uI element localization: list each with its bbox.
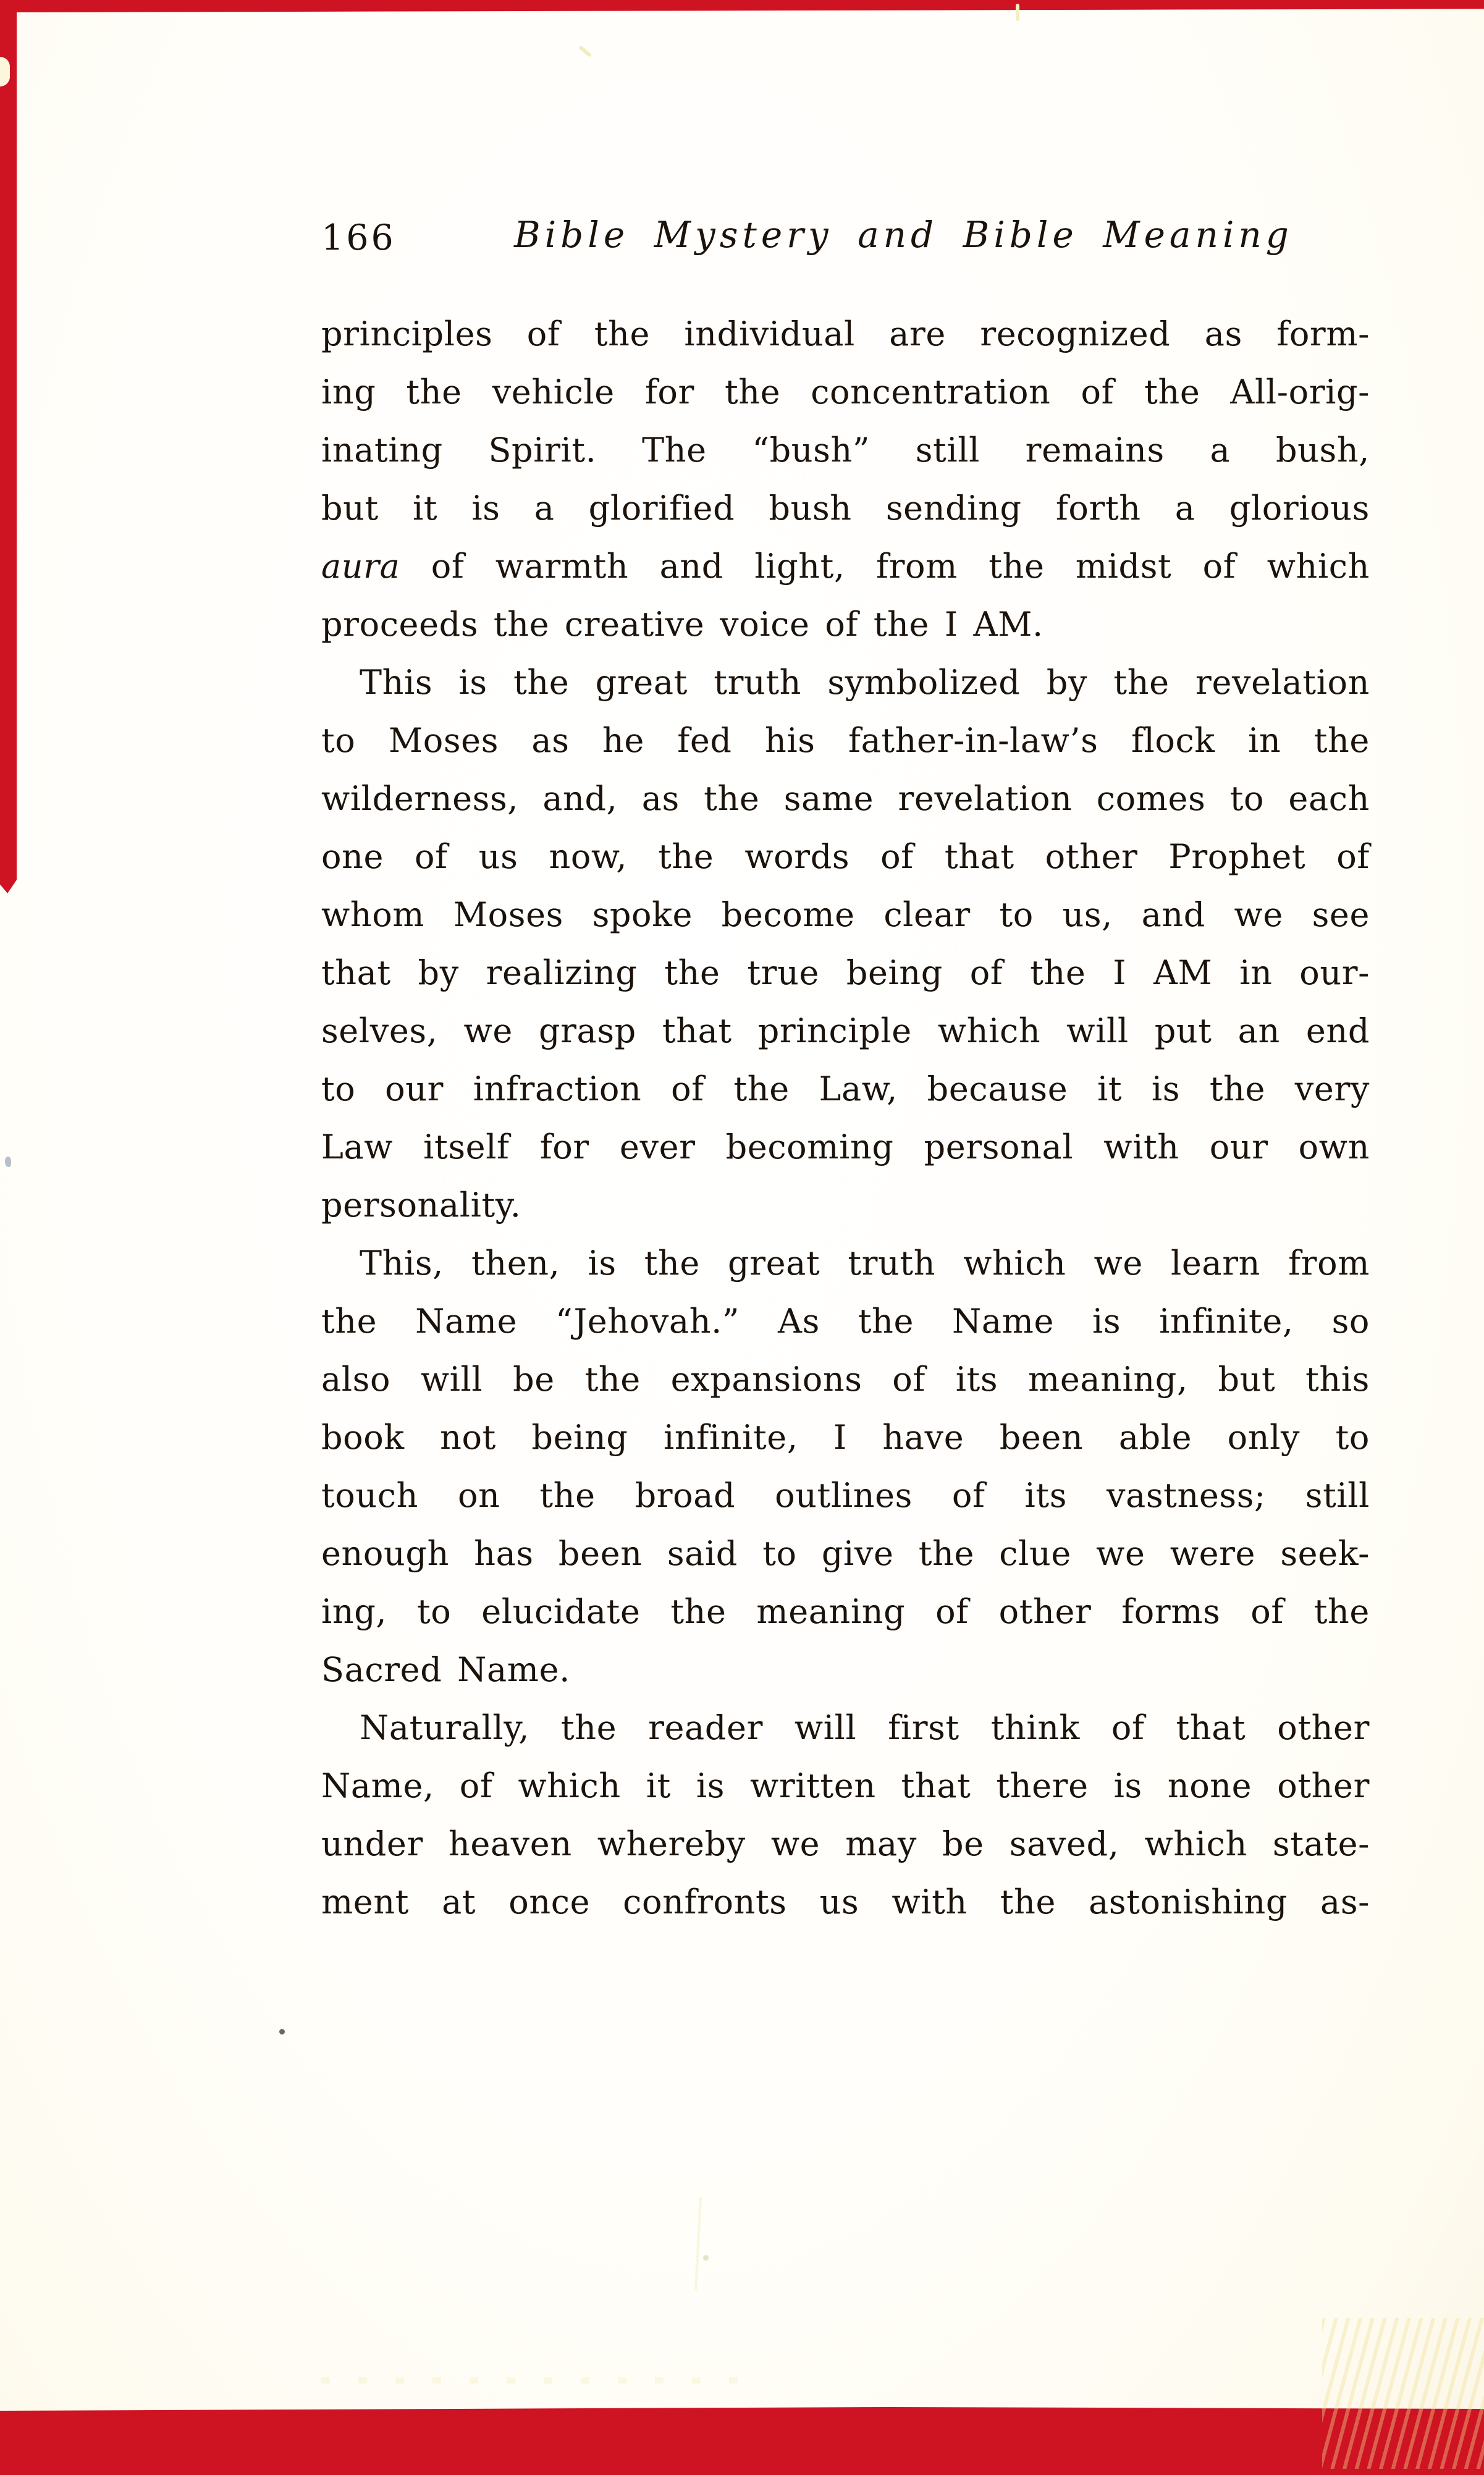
ink-speck [5,1157,11,1167]
text-line-rest: of warmth and light, from the midst of which [400,547,1370,586]
text-line: selves, we grasp that principle which will put an end [321,1011,1370,1050]
text-line: to Moses as he fed his father-in-law’s flock in the [321,721,1370,760]
text-line-paragraph-start: This, then, is the great truth which we learn from [360,1244,1370,1283]
paper-fold-mark [694,2197,702,2291]
text-line [321,538,1370,596]
text-line: whom Moses spoke become clear to us, and we see [321,895,1370,934]
paper-blemish [703,2255,709,2261]
text-line: inating Spirit. The “bush” still remains a bush, [321,431,1370,470]
text-line: Law itself for ever becoming personal with our own [321,1128,1370,1166]
text-line: ing, to elucidate the meaning of other forms of the [321,1592,1370,1631]
text-line: book not being infinite, I have been able only to [321,1418,1370,1457]
text-line: the Name “Jehovah.” As the Name is infinite, so [321,1302,1370,1341]
text-line: wilderness, and, as the same revelation comes to each [321,779,1370,818]
book-cover-edge-left [0,0,17,893]
text-line: under heaven whereby we may be saved, which state- [321,1824,1370,1863]
running-header-title: Bible Mystery and Bible Meaning [514,214,1293,256]
book-cover-edge-top [0,0,1484,12]
text-line: principles of the individual are recognized as form- [321,314,1370,353]
text-line: one of us now, the words of that other Prophet of [321,837,1370,876]
text-line: touch on the broad outlines of its vastness; still [321,1476,1370,1515]
text-line-paragraph-start: This is the great truth symbolized by the revelation [360,663,1370,702]
text-line: enough has been said to give the clue we were seek- [321,1534,1370,1573]
text-line: ing the vehicle for the concentration of the All-orig- [321,373,1370,411]
page-number: 166 [321,217,396,258]
text-line-paragraph-start: Naturally, the reader will first think of that other [360,1708,1370,1747]
paper-blemish [321,2377,754,2384]
text-line: Name, of which it is written that there is none other [321,1766,1370,1805]
text-line: proceeds the creative voice of the I AM. [321,605,1043,644]
italic-word: aura [321,547,400,586]
paper-blemish [578,45,592,57]
text-line: personality. [321,1186,521,1225]
ink-speck [279,2029,285,2034]
text-line: Sacred Name. [321,1650,570,1689]
text-line: ment at once confronts us with the astonishing as- [321,1883,1370,1921]
text-line: to our infraction of the Law, because it is the very [321,1069,1370,1108]
text-line: that by realizing the true being of the I AM in our- [321,953,1370,992]
book-cover-edge-bottom [0,2407,1484,2475]
text-line: but it is a glorified bush sending forth a glorious [321,489,1370,528]
body-text-block [321,305,1370,1931]
text-line: also will be the expansions of its meaning, but this [321,1360,1370,1399]
